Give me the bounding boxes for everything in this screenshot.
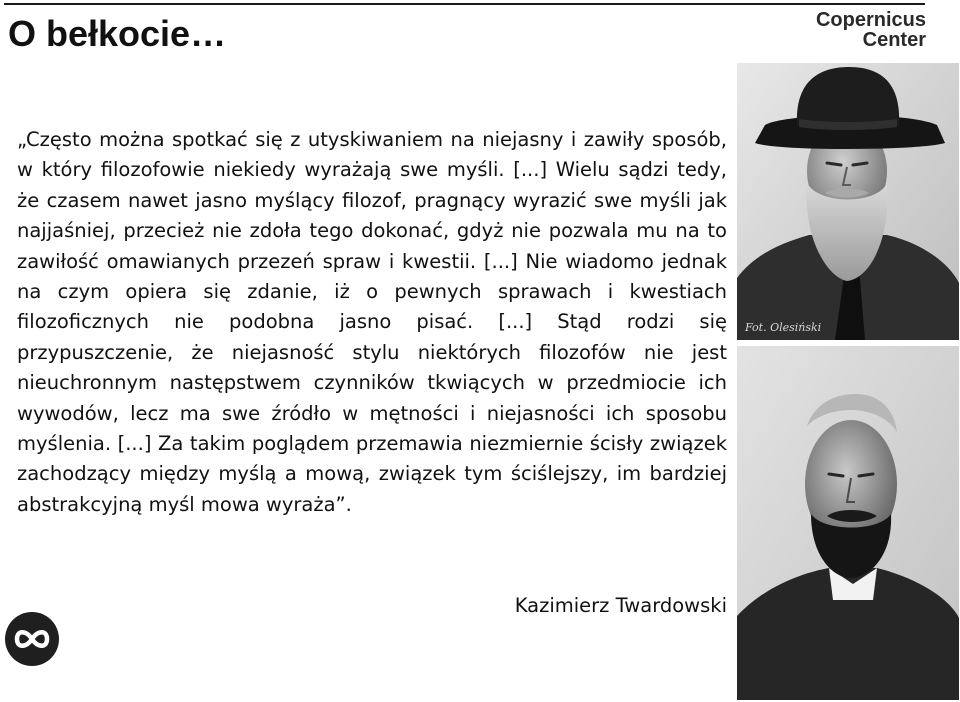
photo-signature: Fot. Olesiński	[745, 321, 822, 334]
copernicus-infinity-logo-icon	[4, 611, 60, 667]
quote-text: „Często można spotkać się z utyskiwaniem na niejasny i zawiły sposób, w który filozofowie niekiedy wyrażają swe myśli. [...] Wielu sądzi tedy, że czasem nawet jasno myślący filozof, pragnący wyrazić swe myśli jak najjaśniej, przecież nie zdoła tego dokonać, gdyż nie pozwala mu na to zawiłość omawianych przezeń spraw i kwestii. [...] Nie wiadomo jednak na czym opiera się zdanie, iż o pewnych sprawach i kwestiach filozoficznych nie podobna jasno pisać. [...] Stąd rodzi się przypuszczenie, że niejasność stylu niektórych filozofów nie jest nieuchronnym następstwem czynników tkwiących w przedmiocie ich wywodów, lecz ma swe źródło w mętności i niejasności ich sposobu myślenia. [...] Za takim poglądem przemawia niezmiernie ścisły związek zachodzący między myślą a mową, związek tym ściślejszy, im bardziej abstrakcyjną myśl mowa wyraża”.	[17, 128, 727, 516]
slide-title: O bełkocie…	[8, 13, 227, 54]
brand-line-2: Center	[862, 29, 926, 51]
portrait-photo-second	[737, 346, 959, 700]
portrait-photo-twardowski	[737, 63, 959, 340]
brand-line-1: Copernicus	[815, 9, 926, 31]
top-rule	[4, 3, 925, 5]
brand-logo-text	[790, 10, 926, 50]
quote-author: Kazimierz Twardowski	[514, 594, 727, 617]
